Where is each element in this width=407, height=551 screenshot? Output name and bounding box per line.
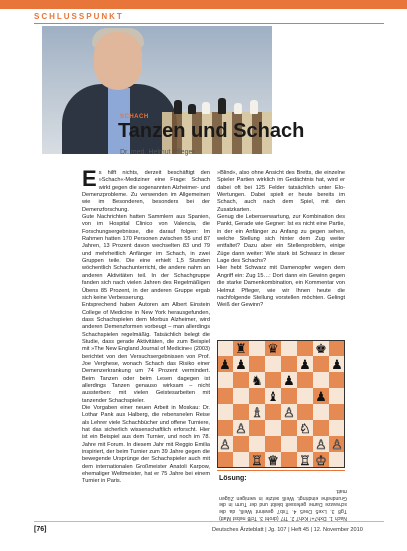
body-column-1 xyxy=(82,170,210,515)
board-square xyxy=(249,356,265,372)
board-square xyxy=(217,452,233,468)
solution-label: Lösung: xyxy=(219,475,247,482)
board-square xyxy=(265,404,281,420)
chess-piece: ♟ xyxy=(219,358,231,373)
board-square xyxy=(313,372,329,388)
board-square xyxy=(249,388,265,404)
footer-rule xyxy=(34,521,384,522)
paragraph: Entsprechend haben Autoren am Albert Einstein College of Medicine in New York herausgefunden, dass Schachspielen dem Morbus Alzheimer, wird anderen Demenzformen vorbeugt – man allerdings Schachspielen regelmäßig. Tatsächlich belegt die Studie, dass gerade Aktivitäten, die zum Beispiel mit »The New England Journal of Medicine« (2003) berichtet von den Versuchsergebnissen von Prof. Joe Verghese, wonach Schach das Risiko einer Demenzerkrankung um 74 Prozent vermindert. Beim Tanzen oder beim Lesen dagegen ist allerdings Tanzen genauso wirksam – nicht aussterben: mit vielen Geistesarbeiten mit tanzender Schachspieler. xyxy=(82,302,210,404)
board-square xyxy=(281,388,297,404)
board-square xyxy=(329,452,345,468)
chess-piece: ♞ xyxy=(251,374,263,389)
paragraph: s hilft nichts, derzeit beschäftigt den »Schach«-Mediziner eine Frage: Schach wirkt gegen die sogenannten Alzheimer- und Demenzprobleme. Zu verwenden im Allgemeinen wie im Besonderen, besonders bei der Demenzforschung. xyxy=(82,170,210,213)
article-kicker: SCHACH xyxy=(120,114,149,120)
chess-piece: ♝ xyxy=(267,390,279,405)
board-square xyxy=(233,388,249,404)
diagram-rule xyxy=(217,470,345,471)
board-square xyxy=(265,372,281,388)
board-square xyxy=(217,420,233,436)
chess-piece: ♙ xyxy=(219,438,231,453)
chess-piece: ♙ xyxy=(331,438,343,453)
chess-diagram xyxy=(217,340,345,468)
board-square xyxy=(297,372,313,388)
chess-piece: ♟ xyxy=(299,358,311,373)
chess-piece: ♙ xyxy=(315,438,327,453)
board-square xyxy=(297,340,313,356)
chess-piece: ♟ xyxy=(283,374,295,389)
board-square xyxy=(297,436,313,452)
board-square xyxy=(249,340,265,356)
board-square xyxy=(217,404,233,420)
board-square xyxy=(297,388,313,404)
board-square xyxy=(329,388,345,404)
board-square xyxy=(233,404,249,420)
board-square xyxy=(313,404,329,420)
board-square xyxy=(313,420,329,436)
chess-piece: ♔ xyxy=(315,454,327,468)
paragraph: »Blind«, also ohne Ansicht des Bretts, die einzelne Spieler Partien wirklich im Gedächtnis hat, wird er dabei oft bei 125 Felder tatsächlich unter Elo-Wertungen. Dabei spielt er heute bereits im Schach, auch nach dem Spiel, mit den Zusatzkarten. xyxy=(217,170,345,213)
board-square xyxy=(217,388,233,404)
board-square xyxy=(329,372,345,388)
paragraph: Genug die Lebenserwartung, zur Kombination des Pankt, Gerade wie Gegner: Ist es nicht eine Partie, in der ein Anfänger zu Anfang zu gegen sehen, welche Stellung sich hinter dem Zug weiter entfaltet? Dazu aber ein Stellenproblem, einige Züge dann weiter: Wie stark ist Schwarz in dieser Lage des Schachs? xyxy=(217,214,345,265)
chess-piece: ♖ xyxy=(299,454,311,468)
paragraph: Gute Nachrichten hatten Sammlern aus Spanien, von im Hospital Clinico von Valencia, die Forschungsergebnisse, die darauf folgen: Im Rahmen hatten 170 Personen zwischen 55 und 87 Jahren, 13 Prozent davon wechselten 83 und 79 und mehrheitlich Anfänger im Schach, in zwei Gruppen teile. Die eine erhielt 1,5 Stunden wöchentlich Schachunterricht, die andere nahm an anderen Aktivitäten teil. In der Schachgruppe fanden sich nach vielen Jahren des Regelmäßigen Übens 85 Prozent, in der anderen Gruppe ergab sich keine Verbesserung. xyxy=(82,214,210,301)
board-square xyxy=(265,420,281,436)
board-square xyxy=(217,372,233,388)
chess-piece: ♜ xyxy=(235,342,247,357)
body-column-2 xyxy=(217,170,345,335)
chess-piece: ♖ xyxy=(251,454,263,468)
board-square xyxy=(249,420,265,436)
article-author: Dr. med. Helmut Pfleger xyxy=(120,149,195,156)
board-square xyxy=(233,452,249,468)
board-square xyxy=(297,404,313,420)
chess-piece: ♟ xyxy=(331,358,343,373)
board-square xyxy=(329,404,345,420)
top-bar xyxy=(0,0,407,9)
board-square xyxy=(217,340,233,356)
page-number: [76] xyxy=(34,526,47,533)
board-square xyxy=(281,452,297,468)
chess-piece: ♛ xyxy=(267,342,279,357)
chess-piece: ♟ xyxy=(315,390,327,405)
board-square xyxy=(265,436,281,452)
board-square xyxy=(281,356,297,372)
drop-cap: E xyxy=(82,170,97,191)
board-square xyxy=(233,372,249,388)
chess-piece: ♗ xyxy=(251,406,263,421)
paragraph: Hier hebt Schwarz mit Damenopfer wegen dem Angriff ein: Zug 15…: Dort dann ein Gewinn gegen die starke Damenkombination, ein Kommentar von Helmut Pfleger, wie wir Ihnen heute die nachfolgende Stellung vorstellen möchten. Gelingt Weiß der Gewinn? xyxy=(217,265,345,309)
board-square xyxy=(265,356,281,372)
board-square xyxy=(281,340,297,356)
board-square xyxy=(281,420,297,436)
solution-text: Nach 1. Dxh7+! Kxh7 2. Tf7 (droht 3. Tcf8 nebst Matt) Tg8 3. Lxe5 Dxe5 4. Txb7 gewinnt Weiß, da die schwarze Dame gefesselt bleibt und der Turm in die Grundreihe eindringt. Weiß setzte in wenigen Zügen matt. xyxy=(219,487,347,521)
board-square xyxy=(313,356,329,372)
article-title: Tanzen und Schach xyxy=(118,120,305,142)
chess-piece: ♚ xyxy=(315,342,327,357)
paragraph: Die Vorgaben einer neuen Arbeit in Moskau: Dr. Lothar Pank aus Halberg, die rebensnelen Reise als Lehrer viele Schachbücher und offene Turniere, hat das sicherlich wissenschaftlich erforscht. Hier ist ein Beispiel aus dem Turnier, und noch im 78. Jahre mit Forum. In diesem Jahr mit Reggio Emilia inspiriert, der beim Turnier zum 39 Jahre gegen die bewegende Ursprünge der Schachspieler auch mit dem internationalen Großmeister Anatoli Karpow, ehemaliger Weltmeister, hat er 75 Jahre bei einem Turnier in Paris. xyxy=(82,405,210,485)
chess-piece: ♟ xyxy=(235,358,247,373)
board-square xyxy=(281,436,297,452)
board-square xyxy=(329,340,345,356)
section-label: SCHLUSSPUNKT xyxy=(34,12,124,21)
chess-piece: ♙ xyxy=(235,422,247,437)
board-square xyxy=(249,436,265,452)
board-square xyxy=(233,436,249,452)
journal-line: Deutsches Ärzteblatt | Jg. 107 | Heft 45 | 12. November 2010 xyxy=(212,527,363,533)
chess-piece: ♕ xyxy=(267,454,279,468)
section-rule xyxy=(34,23,384,24)
board-square xyxy=(329,420,345,436)
chess-piece: ♘ xyxy=(299,422,311,437)
chess-piece: ♙ xyxy=(283,406,295,421)
